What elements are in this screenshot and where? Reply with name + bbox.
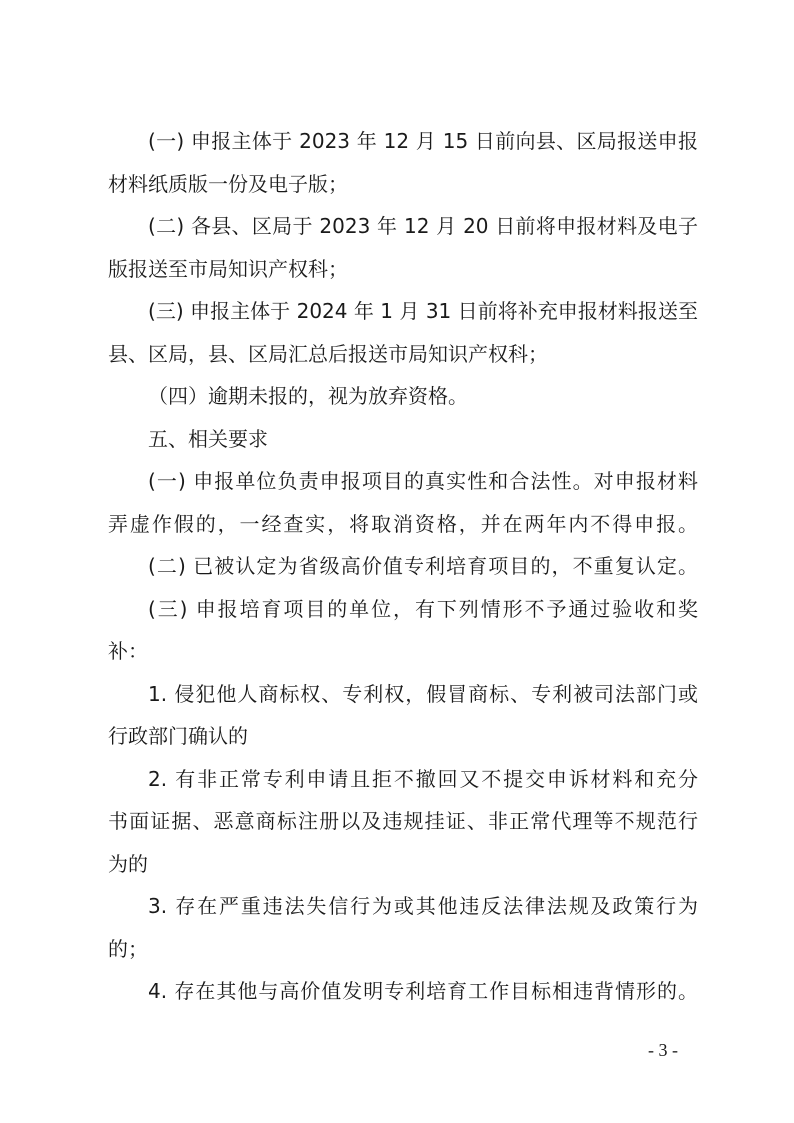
paragraph-3-line-1: (三) 申报主体于 2024 年 1 月 31 日前将补充申报材料报送至 — [148, 299, 698, 323]
page-number: - 3 - — [648, 1040, 678, 1060]
paragraph-3-line-2: 县、区局，县、区局汇总后报送市局知识产权科； — [108, 342, 548, 366]
item-1-line-1: 1. 侵犯他人商标权、专利权，假冒商标、专利被司法部门或 — [148, 682, 698, 706]
item-3-line-2: 的； — [108, 937, 148, 961]
requirement-3-line-1: (三) 申报培育项目的单位，有下列情形不予通过验收和奖 — [148, 597, 698, 621]
paragraph-4: （四）逾期未报的，视为放弃资格。 — [148, 384, 468, 408]
item-1-line-2: 行政部门确认的 — [108, 724, 248, 748]
requirement-1-line-2: 弄虚作假的，一经查实，将取消资格，并在两年内不得申报。 — [108, 512, 698, 536]
item-2-line-2: 书面证据、恶意商标注册以及违规挂证、非正常代理等不规范行 — [108, 809, 698, 833]
section-heading: 五、相关要求 — [148, 427, 268, 451]
item-2-line-1: 2. 有非正常专利申请且拒不撤回又不提交申诉材料和充分 — [148, 767, 698, 791]
item-4: 4. 存在其他与高价值发明专利培育工作目标相违背情形的。 — [148, 979, 698, 1003]
paragraph-1-line-1: (一) 申报主体于 2023 年 12 月 15 日前向县、区局报送申报 — [148, 129, 698, 153]
requirement-2: (二) 已被认定为省级高价值专利培育项目的，不重复认定。 — [148, 554, 698, 578]
paragraph-2-line-1: (二) 各县、区局于 2023 年 12 月 20 日前将申报材料及电子 — [148, 214, 698, 238]
requirement-1-line-1: (一) 申报单位负责申报项目的真实性和合法性。对申报材料 — [148, 469, 698, 493]
paragraph-1-line-2: 材料纸质版一份及电子版； — [108, 172, 348, 196]
paragraph-2-line-2: 版报送至市局知识产权科； — [108, 257, 348, 281]
item-3-line-1: 3. 存在严重违法失信行为或其他违反法律法规及政策行为 — [148, 894, 698, 918]
requirement-3-line-2: 补： — [108, 639, 148, 663]
item-2-line-3: 为的 — [108, 852, 148, 876]
